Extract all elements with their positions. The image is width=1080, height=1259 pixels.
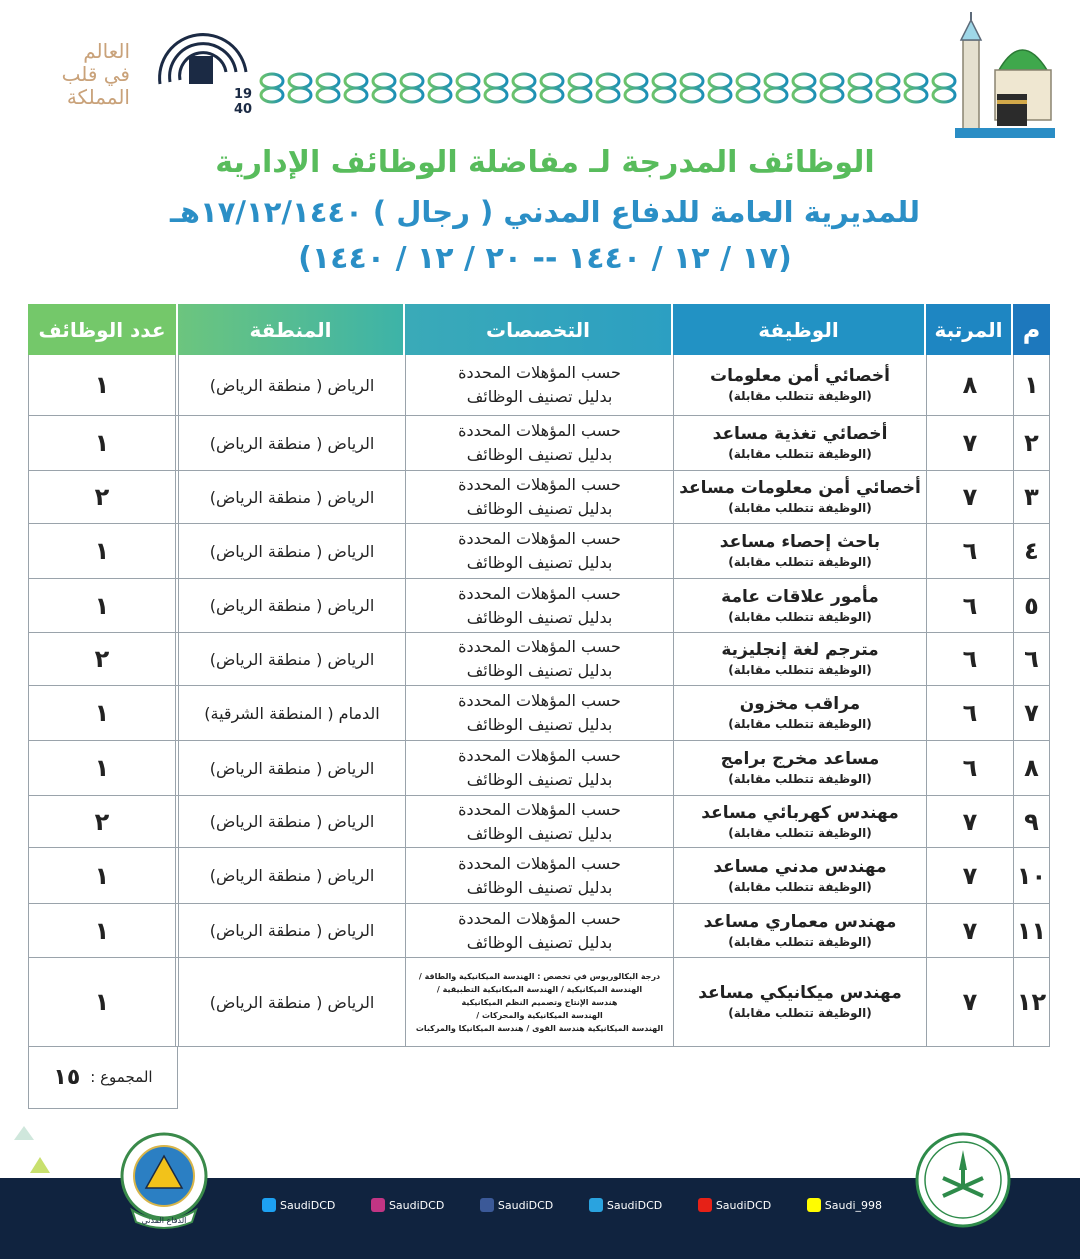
cell-region: الرياض ( منطقة الرياض) xyxy=(178,524,405,578)
job-note: (الوظيفة تتطلب مقابلة) xyxy=(728,389,872,403)
date-range: (١٧ / ١٢ / ١٤٤٠ -- ٢٠ / ١٢ / ١٤٤٠) xyxy=(298,241,792,276)
cell-m: ٥ xyxy=(1013,579,1050,632)
spec-line-1: حسب المؤهلات المحددة xyxy=(458,583,621,603)
page-subtitle: للمديرية العامة للدفاع المدني ( رجال ) ١٧/١٢/١٤٤٠هـ xyxy=(169,195,921,229)
social-links xyxy=(262,1193,882,1217)
cell-region: الرياض ( منطقة الرياض) xyxy=(178,355,405,415)
logo-year-bottom: 40 xyxy=(234,102,253,116)
job-note: (الوظيفة تتطلب مقابلة) xyxy=(728,772,872,786)
cell-rank: ٧ xyxy=(926,958,1013,1046)
job-title: مساعد مخرج برامج xyxy=(720,749,880,769)
social-handle: SaudiDCD xyxy=(388,1198,445,1212)
header-region: المنطقة xyxy=(178,304,403,355)
job-title: مهندس كهربائي مساعد xyxy=(701,802,899,823)
table-row xyxy=(28,524,1050,579)
logo-slogan-line: العالم xyxy=(83,39,130,63)
cell-m: ١٠ xyxy=(1013,848,1050,903)
cell-region: الرياض ( منطقة الرياض) xyxy=(178,579,405,632)
cell-spec xyxy=(405,796,673,847)
cell-region: الرياض ( منطقة الرياض) xyxy=(178,471,405,523)
cell-count: ١ xyxy=(28,848,176,903)
cell-rank: ٦ xyxy=(926,741,1013,795)
job-title: مهندس ميكانيكي مساعد xyxy=(698,983,902,1003)
table-row xyxy=(28,416,1050,471)
cell-job xyxy=(673,741,926,795)
cell-spec xyxy=(405,579,673,632)
cell-job xyxy=(673,904,926,957)
table-row xyxy=(28,796,1050,848)
cell-count: ١ xyxy=(28,524,176,578)
cell-region: الرياض ( منطقة الرياض) xyxy=(178,904,405,957)
table-header-row xyxy=(28,304,1050,355)
cell-spec xyxy=(405,741,673,795)
spec-detail-line: الهندسة الميكانيكية والمحركات / xyxy=(476,1010,603,1020)
header-m: م xyxy=(1013,304,1050,355)
cell-spec xyxy=(405,848,673,903)
table-row xyxy=(28,633,1050,686)
cell-m: ٣ xyxy=(1013,471,1050,523)
social-link[interactable] xyxy=(807,1198,882,1212)
spec-line-1: حسب المؤهلات المحددة xyxy=(458,421,621,440)
cell-region: الرياض ( منطقة الرياض) xyxy=(178,741,405,795)
social-handle: SaudiDCD xyxy=(715,1198,772,1212)
social-handle: SaudiDCD xyxy=(606,1198,663,1212)
cell-m: ٩ xyxy=(1013,796,1050,847)
job-note: (الوظيفة تتطلب مقابلة) xyxy=(728,934,872,949)
cell-m: ١ xyxy=(1013,355,1050,415)
page-header xyxy=(0,0,1080,145)
cell-spec xyxy=(405,686,673,740)
spec-line-1: حسب المؤهلات المحددة xyxy=(458,799,621,819)
cell-rank: ٧ xyxy=(926,848,1013,903)
table-row xyxy=(28,848,1050,904)
snapchat-icon xyxy=(807,1198,821,1212)
social-link[interactable] xyxy=(589,1198,662,1212)
logo-year-top: 19 xyxy=(234,87,253,102)
header-job: الوظيفة xyxy=(673,304,924,355)
cell-count: ٢ xyxy=(28,633,176,685)
spec-detail-line: هندسة الإنتاج وتصميم النظم الميكانيكية xyxy=(461,997,618,1007)
job-title: أخصائي أمن معلومات xyxy=(710,366,890,386)
table-row xyxy=(28,579,1050,633)
job-title: أخصائي تغذية مساعد xyxy=(712,424,888,444)
job-note: (الوظيفة تتطلب مقابلة) xyxy=(728,501,872,515)
job-note: (الوظيفة تتطلب مقابلة) xyxy=(728,447,872,461)
cell-rank: ٧ xyxy=(926,416,1013,470)
job-note: (الوظيفة تتطلب مقابلة) xyxy=(728,717,872,731)
spec-detail-line: الهندسة الميكانيكية هندسة القوى / هندسة الميكانيكا والمركبات xyxy=(415,1023,664,1033)
spec-line-2: بدليل تصنيف الوظائف xyxy=(466,877,613,897)
spec-line-1: حسب المؤهلات المحددة xyxy=(458,746,621,765)
social-link[interactable] xyxy=(698,1198,771,1212)
cell-job xyxy=(673,796,926,847)
cell-job xyxy=(673,524,926,578)
cell-m: ٤ xyxy=(1013,524,1050,578)
cell-region: الدمام ( المنطقة الشرقية) xyxy=(178,686,405,740)
cell-job xyxy=(673,579,926,632)
spec-line-2: بدليل تصنيف الوظائف xyxy=(466,607,613,627)
spec-line-1: حسب المؤهلات المحددة xyxy=(458,529,621,548)
table-row xyxy=(28,471,1050,524)
cell-count: ١ xyxy=(28,355,176,415)
total-row xyxy=(28,1046,178,1109)
table-row xyxy=(28,958,1050,1047)
total-value: ١٥ xyxy=(53,1064,81,1090)
cell-spec xyxy=(405,524,673,578)
header-count: عدد الوظائف xyxy=(28,304,176,355)
cell-job xyxy=(673,416,926,470)
spec-line-1: حسب المؤهلات المحددة xyxy=(458,363,621,382)
social-handle: SaudiDCD xyxy=(280,1198,336,1212)
logo-1940-icon xyxy=(148,24,258,116)
cell-rank: ٧ xyxy=(926,796,1013,847)
cell-job xyxy=(673,471,926,523)
spec-line-2: بدليل تصنيف الوظائف xyxy=(466,823,613,843)
spec-line-1: حسب المؤهلات المحددة xyxy=(458,691,621,710)
table-body xyxy=(28,355,1050,1047)
civil-defense-emblem-icon xyxy=(118,1130,210,1230)
cell-spec xyxy=(405,471,673,523)
job-title: مترجم لغة إنجليزية xyxy=(721,640,879,660)
cell-rank: ٦ xyxy=(926,633,1013,685)
cell-rank: ٧ xyxy=(926,904,1013,957)
cell-m: ٦ xyxy=(1013,633,1050,685)
job-note: (الوظيفة تتطلب مقابلة) xyxy=(728,663,872,677)
job-title: مهندس مدني مساعد xyxy=(713,856,887,877)
social-handle: SaudiDCD xyxy=(497,1198,554,1212)
cell-count: ١ xyxy=(28,958,176,1046)
spec-line-1: حسب المؤهلات المحددة xyxy=(458,908,621,928)
spec-line-1: حسب المؤهلات المحددة xyxy=(458,637,621,656)
spec-line-2: بدليل تصنيف الوظائف xyxy=(466,770,613,789)
job-note: (الوظيفة تتطلب مقابلة) xyxy=(728,609,872,624)
twitter-icon xyxy=(262,1198,276,1212)
cell-spec xyxy=(405,633,673,685)
job-title: أخصائي أمن معلومات مساعد xyxy=(679,478,921,498)
cell-rank: ٨ xyxy=(926,355,1013,415)
cell-region: الرياض ( منطقة الرياض) xyxy=(178,416,405,470)
cell-spec xyxy=(405,904,673,957)
job-title: مراقب مخزون xyxy=(739,694,861,714)
decorative-chain-border xyxy=(258,70,958,106)
job-note: (الوظيفة تتطلب مقابلة) xyxy=(728,825,872,840)
spec-line-2: بدليل تصنيف الوظائف xyxy=(466,445,613,464)
page-title: الوظائف المدرجة لـ مفاضلة الوظائف الإدارية xyxy=(215,145,875,180)
cell-job xyxy=(673,848,926,903)
cell-count: ١ xyxy=(28,579,176,632)
spec-line-2: بدليل تصنيف الوظائف xyxy=(466,715,613,734)
job-note: (الوظيفة تتطلب مقابلة) xyxy=(728,1006,872,1020)
cell-count: ١ xyxy=(28,686,176,740)
cell-region: الرياض ( منطقة الرياض) xyxy=(178,796,405,847)
spec-detail-line: الهندسة الميكانيكية / الهندسة الميكانيكية التطبيقية / xyxy=(436,984,643,994)
cell-count: ٢ xyxy=(28,796,176,847)
social-link[interactable] xyxy=(480,1198,553,1212)
job-title: باحث إحصاء مساعد xyxy=(719,532,881,552)
table-row xyxy=(28,686,1050,741)
cell-job xyxy=(673,633,926,685)
cell-m: ٨ xyxy=(1013,741,1050,795)
cell-count: ١ xyxy=(28,904,176,957)
header-rank: المرتبة xyxy=(926,304,1011,355)
cell-job xyxy=(673,686,926,740)
logo-slogan-line: في قلب xyxy=(61,62,130,86)
cell-m: ١١ xyxy=(1013,904,1050,957)
spec-line-2: بدليل تصنيف الوظائف xyxy=(466,932,613,952)
social-link[interactable] xyxy=(262,1198,335,1212)
cell-count: ١ xyxy=(28,416,176,470)
social-handle: Saudi_998 xyxy=(824,1198,882,1212)
spec-line-1: حسب المؤهلات المحددة xyxy=(458,475,621,494)
spec-detail-line: درجة البكالوريوس في تخصص : الهندسة الميكانيكية والطاقة / xyxy=(418,971,661,981)
job-title: مأمور علاقات عامة xyxy=(721,586,879,607)
table-row xyxy=(28,904,1050,958)
table-row xyxy=(28,355,1050,416)
spec-line-1: حسب المؤهلات المحددة xyxy=(458,853,621,873)
spec-line-2: بدليل تصنيف الوظائف xyxy=(466,499,613,518)
spec-line-2: بدليل تصنيف الوظائف xyxy=(466,387,613,406)
jobs-table xyxy=(28,304,1050,1047)
ministry-emblem-icon xyxy=(915,1130,1011,1232)
cell-m: ١٢ xyxy=(1013,958,1050,1046)
total-label: المجموع : xyxy=(90,1068,153,1086)
cell-rank: ٦ xyxy=(926,524,1013,578)
facebook-icon xyxy=(480,1198,494,1212)
cell-rank: ٦ xyxy=(926,579,1013,632)
cell-region: الرياض ( منطقة الرياض) xyxy=(178,633,405,685)
cell-spec xyxy=(405,958,673,1046)
cell-count: ٢ xyxy=(28,471,176,523)
logo-slogan xyxy=(30,40,130,109)
instagram-icon xyxy=(371,1198,385,1212)
cell-spec xyxy=(405,355,673,415)
mosque-icon xyxy=(955,10,1055,140)
job-title: مهندس معماري مساعد xyxy=(703,911,897,932)
cell-job xyxy=(673,958,926,1046)
cell-region: الرياض ( منطقة الرياض) xyxy=(178,848,405,903)
logo-slogan-line: المملكة xyxy=(66,85,130,109)
cell-spec xyxy=(405,416,673,470)
cell-rank: ٧ xyxy=(926,471,1013,523)
youtube-icon xyxy=(698,1198,712,1212)
cell-region: الرياض ( منطقة الرياض) xyxy=(178,958,405,1046)
cell-m: ٧ xyxy=(1013,686,1050,740)
telegram-icon xyxy=(589,1198,603,1212)
emblem-caption: الدفاع المدني xyxy=(141,1216,187,1225)
spec-line-2: بدليل تصنيف الوظائف xyxy=(466,661,613,680)
cell-rank: ٦ xyxy=(926,686,1013,740)
header-spec: التخصصات xyxy=(405,304,671,355)
cell-job xyxy=(673,355,926,415)
table-row xyxy=(28,741,1050,796)
spec-line-2: بدليل تصنيف الوظائف xyxy=(466,553,613,572)
social-link[interactable] xyxy=(371,1198,444,1212)
job-note: (الوظيفة تتطلب مقابلة) xyxy=(728,555,872,569)
cell-m: ٢ xyxy=(1013,416,1050,470)
cell-count: ١ xyxy=(28,741,176,795)
job-note: (الوظيفة تتطلب مقابلة) xyxy=(728,879,872,894)
